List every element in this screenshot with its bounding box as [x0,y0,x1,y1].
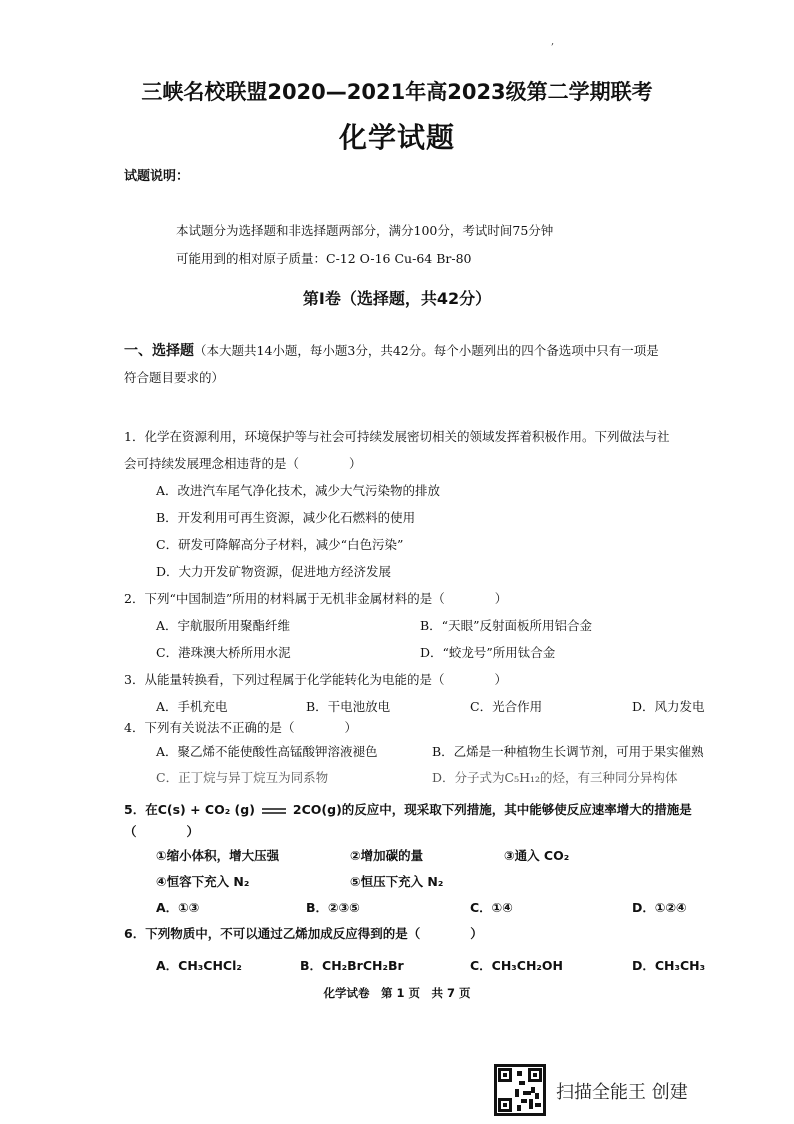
q3-option-a: A．手机充电 [156,699,228,714]
scanner-watermark: 扫描全能王 创建 [556,1082,688,1103]
q6-option-d: D．CH₃CH₃ [632,958,706,973]
q5-measure-1: ①缩小体积，增大压强 [156,848,280,863]
qr-code-icon [494,1064,546,1116]
q1-stem-cont: 会可持续发展理念相违背的是（ ） [124,456,362,471]
q3-option-b: B．干电池放电 [306,699,391,714]
q2-stem: 2．下列“中国制造”所用的材料属于无机非金属材料的是（ ） [124,591,508,606]
q6-option-a: A．CH₃CHCl₂ [156,958,242,973]
section-description-cont: 符合题目要求的） [124,370,225,385]
q3-option-c: C．光合作用 [470,699,543,714]
q6-option-c: C．CH₃CH₂OH [470,958,563,973]
part-one-title: 第Ⅰ卷（选择题，共42分） [302,289,492,308]
q1-option-d: D．大力开发矿物资源，促进地方经济发展 [156,564,392,579]
section-heading [124,340,659,360]
q5-product: 2CO(g) [292,802,342,817]
q5-option-b: B．②③⑤ [306,900,360,915]
instructions-label: 试题说明： [124,169,190,184]
q5-measure-2: ②增加碳的量 [350,848,424,863]
q2-option-a: A．宇航服所用聚酯纤维 [156,618,291,633]
q3-option-d: D．风力发电 [632,699,705,714]
q5-measure-3: ③通入 CO₂ [504,848,570,863]
q5-measure-5: ⑤恒压下充入 N₂ [350,874,444,889]
q5-stem-suffix: 的反应中，现采取下列措施，其中能够使反应速率增大的措施是 [341,802,692,817]
q4-option-b: B．乙烯是一种植物生长调节剂，可用于果实催熟 [432,744,704,759]
q2-option-b: B．“天眼”反射面板所用铝合金 [420,618,592,633]
q1-option-a: A．改进汽车尾气净化技术，减少大气污染物的排放 [156,483,441,498]
equilibrium-equals-icon [261,807,287,815]
q5-option-d: D．①②④ [632,900,687,915]
instruction-score-time: 本试题分为选择题和非选择题两部分，满分100分，考试时间75分钟 [176,223,554,238]
q4-stem: 4．下列有关说法不正确的是（ ） [124,720,357,735]
q2-option-c: C．港珠澳大桥所用水泥 [156,645,291,660]
q3-stem: 3．从能量转换看，下列过程属于化学能转化为电能的是（ ） [124,672,507,687]
section-description: （本大题共14小题，每小题3分，共42分。每个小题列出的四个备选项中只有一项是 [194,343,659,358]
q2-option-d: D．“蛟龙号”所用钛合金 [420,645,556,660]
q1-stem: 1．化学在资源利用，环境保护等与社会可持续发展密切相关的领域发挥着积极作用。下列做法与社 [124,429,670,444]
q5-stem-cont: （ ） [124,824,200,839]
section-heading-label: 一、选择题 [124,343,194,359]
q5-stem [124,800,692,818]
q5-reactants: C(s) + CO₂ (g) [157,802,255,817]
q6-stem: 6．下列物质中，不可以通过乙烯加成反应得到的是（ ） [124,926,483,941]
q1-option-c: C．研发可降解高分子材料，减少“白色污染” [156,537,404,552]
exam-title: 三峡名校联盟2020—2021年高2023级第二学期联考 [141,80,653,104]
q1-option-b: B．开发利用可再生资源，减少化石燃料的使用 [156,510,416,525]
q5-stem-prefix: 5．在 [124,802,158,817]
page-footer: 化学试卷 第 1 页 共 7 页 [323,986,471,1000]
instruction-atomic-mass: 可能用到的相对原子质量：C-12 O-16 Cu-64 Br-80 [176,251,472,266]
q5-option-c: C．①④ [470,900,513,915]
subject-title: 化学试题 [338,121,455,154]
q4-option-d: D．分子式为C₅H₁₂的烃，有三种同分异构体 [432,770,678,785]
q5-option-a: A．①③ [156,900,200,915]
q4-option-c: C．正丁烷与异丁烷互为同系物 [156,770,329,785]
q4-option-a: A．聚乙烯不能使酸性高锰酸钾溶液褪色 [156,744,378,759]
scan-speck: , [551,36,555,47]
q5-measure-4: ④恒容下充入 N₂ [156,874,250,889]
q6-option-b: B．CH₂BrCH₂Br [300,958,404,973]
